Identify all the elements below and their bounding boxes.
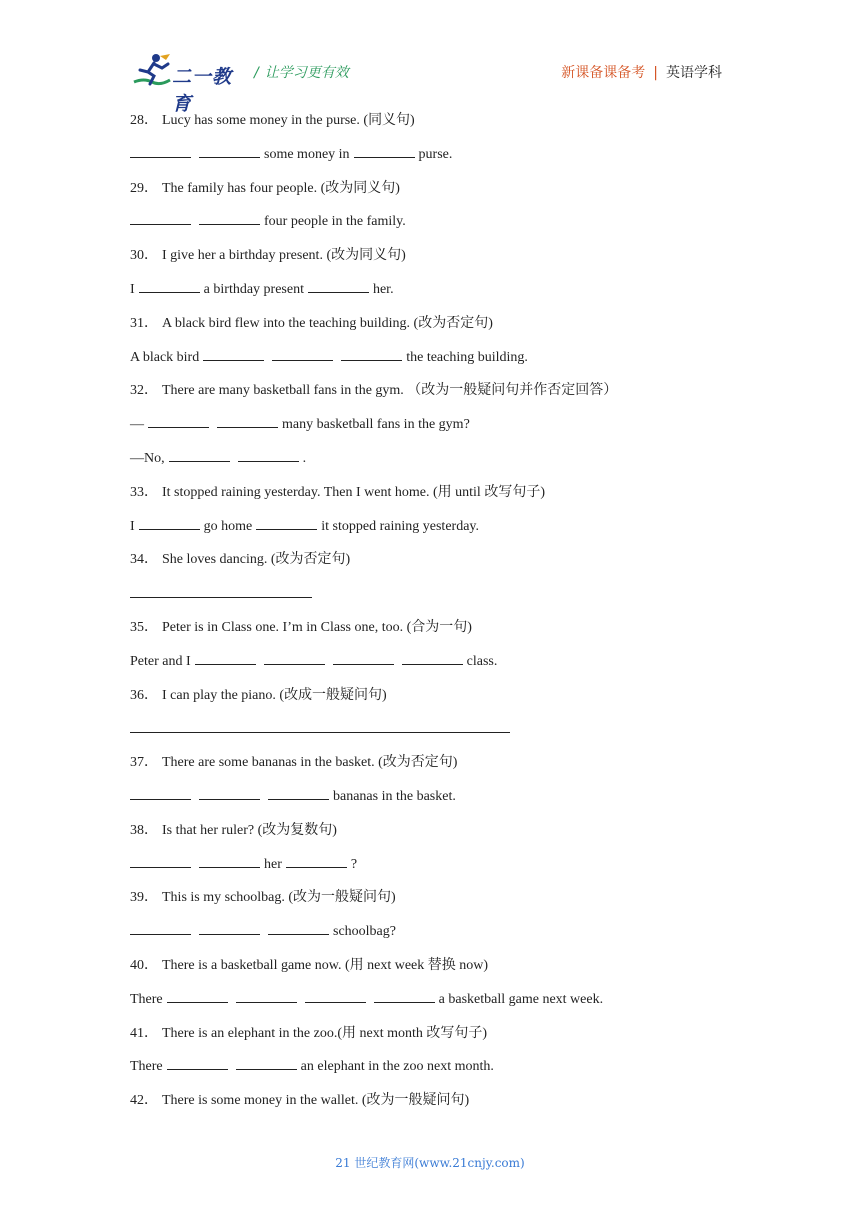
subject-label: 英语学科: [666, 65, 722, 81]
fill-in-blank[interactable]: [354, 143, 415, 158]
running-figure-icon: [130, 52, 174, 90]
question-number: 41．: [130, 1025, 158, 1041]
fill-in-blank[interactable]: [167, 988, 228, 1003]
question-prompt: [130, 683, 730, 717]
answer-line: [130, 784, 730, 818]
fill-in-blank[interactable]: [130, 920, 191, 935]
question-prompt: [130, 1021, 730, 1055]
question-text: This is my schoolbag. (改为一般疑问句): [162, 890, 396, 906]
question-number: 40．: [130, 957, 158, 973]
answer-line: [130, 412, 730, 446]
question-number: 33．: [130, 484, 158, 500]
fill-in-blank[interactable]: [268, 920, 329, 935]
question-number: 32．: [130, 383, 158, 399]
fill-in-blank[interactable]: [139, 278, 200, 293]
answer-line: [130, 514, 730, 548]
answer-text: it stopped raining yesterday.: [321, 518, 479, 534]
answer-text: Peter and I: [130, 653, 191, 669]
answer-line: [130, 446, 730, 480]
answer-text: her: [264, 856, 282, 872]
question-text: It stopped raining yesterday. Then I went home. (用 until 改写句子): [162, 484, 545, 500]
answer-line: [130, 919, 730, 953]
question-text: She loves dancing. (改为否定句): [162, 552, 351, 568]
question-prompt: [130, 480, 730, 514]
answer-text: .: [302, 450, 307, 466]
answer-text: There: [130, 991, 163, 1007]
question-number: 34．: [130, 552, 158, 568]
fill-in-blank[interactable]: [308, 278, 369, 293]
fill-in-blank[interactable]: [264, 650, 325, 665]
question-prompt: [130, 378, 730, 412]
answer-text: ?: [350, 856, 358, 872]
answer-text: a basketball game next week.: [438, 991, 604, 1007]
answer-writing-line[interactable]: [130, 581, 312, 598]
question-text: I can play the piano. (改成一般疑问句): [162, 687, 387, 703]
answer-text: purse.: [418, 146, 453, 162]
answer-text: bananas in the basket.: [333, 788, 456, 804]
page-footer: 21 世纪教育网(www.21cnjy.com): [335, 1156, 525, 1170]
fill-in-blank[interactable]: [341, 346, 402, 361]
answer-line: [130, 345, 730, 379]
answer-line: [130, 209, 730, 243]
question-number: 35．: [130, 619, 158, 635]
answer-line: [130, 277, 730, 311]
question-prompt: [130, 243, 730, 277]
question-text: Lucy has some money in the purse. (同义句): [162, 113, 415, 128]
course-label: 新课备课备考: [561, 65, 646, 81]
question-text: I give her a birthday present. (改为同义句): [162, 248, 406, 264]
answer-text: her.: [372, 281, 394, 297]
answer-text: some money in: [264, 146, 350, 162]
answer-text: class.: [466, 653, 498, 669]
fill-in-blank[interactable]: [169, 447, 230, 462]
question-text: There are many basketball fans in the gym. （改为一般疑问句并作否定回答）: [162, 383, 618, 399]
question-text: There is a basketball game now. (用 next week 替换 now): [162, 957, 489, 973]
fill-in-blank[interactable]: [305, 988, 366, 1003]
question-number: 39．: [130, 890, 158, 906]
page-header: [130, 52, 730, 115]
question-list: [130, 108, 730, 1122]
fill-in-blank[interactable]: [199, 143, 260, 158]
fill-in-blank[interactable]: [130, 853, 191, 868]
fill-in-blank[interactable]: [130, 143, 191, 158]
question-text: There is an elephant in the zoo.(用 next month 改写句子): [162, 1025, 488, 1041]
answer-line: [130, 987, 730, 1021]
question-prompt: [130, 1088, 730, 1122]
answer-writing-line[interactable]: [130, 716, 510, 733]
question-prompt: [130, 311, 730, 345]
fill-in-blank[interactable]: [286, 853, 347, 868]
question-number: 36．: [130, 687, 158, 703]
question-prompt: [130, 885, 730, 919]
fill-in-blank[interactable]: [199, 210, 260, 225]
question-text: There are some bananas in the basket. (改为否定句): [162, 755, 458, 771]
answer-text: There: [130, 1059, 163, 1075]
question-number: 38．: [130, 822, 158, 838]
answer-text: I: [130, 281, 135, 297]
question-number: 42．: [130, 1093, 158, 1109]
fill-in-blank[interactable]: [236, 988, 297, 1003]
question-text: A black bird flew into the teaching building. (改为否定句): [162, 315, 493, 331]
fill-in-blank[interactable]: [167, 1055, 228, 1070]
answer-text: many basketball fans in the gym?: [282, 417, 470, 433]
answer-text: schoolbag?: [333, 924, 396, 940]
fill-in-blank[interactable]: [268, 785, 329, 800]
question-text: The family has four people. (改为同义句): [162, 180, 400, 196]
fill-in-blank[interactable]: [199, 785, 260, 800]
answer-line: [130, 142, 730, 176]
fill-in-blank[interactable]: [139, 515, 200, 530]
logo: [130, 52, 240, 115]
question-number: 30．: [130, 248, 158, 264]
fill-in-blank[interactable]: [238, 447, 299, 462]
question-prompt: [130, 108, 730, 142]
slogan: / 让学习更有效: [254, 65, 349, 81]
question-prompt: [130, 615, 730, 649]
fill-in-blank[interactable]: [130, 210, 191, 225]
question-text: There is some money in the wallet. (改为一般疑问句): [162, 1093, 470, 1109]
answer-text: the teaching building.: [406, 349, 528, 365]
answer-line: [130, 649, 730, 683]
fill-in-blank[interactable]: [256, 515, 317, 530]
header-separator: |: [653, 65, 658, 81]
fill-in-blank[interactable]: [402, 650, 463, 665]
question-prompt: [130, 547, 730, 581]
fill-in-blank[interactable]: [148, 413, 209, 428]
question-prompt: [130, 750, 730, 784]
answer-text: four people in the family.: [264, 214, 406, 230]
answer-text: A black bird: [130, 349, 200, 365]
answer-text: go home: [203, 518, 253, 534]
answer-line: [130, 852, 730, 886]
fill-in-blank[interactable]: [130, 785, 191, 800]
question-text: Peter is in Class one. I’m in Class one, too. (合为一句): [162, 619, 472, 635]
fill-in-blank[interactable]: [195, 650, 256, 665]
answer-line: [130, 581, 730, 615]
question-prompt: [130, 953, 730, 987]
question-number: 31．: [130, 315, 158, 331]
fill-in-blank[interactable]: [199, 920, 260, 935]
question-text: Is that her ruler? (改为复数句): [162, 822, 337, 838]
fill-in-blank[interactable]: [236, 1055, 297, 1070]
fill-in-blank[interactable]: [333, 650, 394, 665]
logo-text: 二一教育: [172, 67, 233, 115]
answer-text: I: [130, 518, 135, 534]
fill-in-blank[interactable]: [217, 413, 278, 428]
question-number: 28．: [130, 113, 158, 128]
answer-text: an elephant in the zoo next month.: [300, 1059, 494, 1075]
answer-line: [130, 1054, 730, 1088]
answer-line: [130, 716, 730, 750]
header-course-info: [561, 62, 722, 82]
fill-in-blank[interactable]: [272, 346, 333, 361]
slogan-text: 让学习更有效: [264, 65, 349, 81]
question-prompt: [130, 176, 730, 210]
question-prompt: [130, 818, 730, 852]
answer-text: —: [130, 417, 144, 433]
fill-in-blank[interactable]: [199, 853, 260, 868]
question-number: 29．: [130, 180, 158, 196]
answer-text: a birthday present: [203, 281, 304, 297]
question-number: 37．: [130, 755, 158, 771]
answer-text: —No,: [130, 450, 165, 466]
fill-in-blank[interactable]: [374, 988, 435, 1003]
fill-in-blank[interactable]: [203, 346, 264, 361]
